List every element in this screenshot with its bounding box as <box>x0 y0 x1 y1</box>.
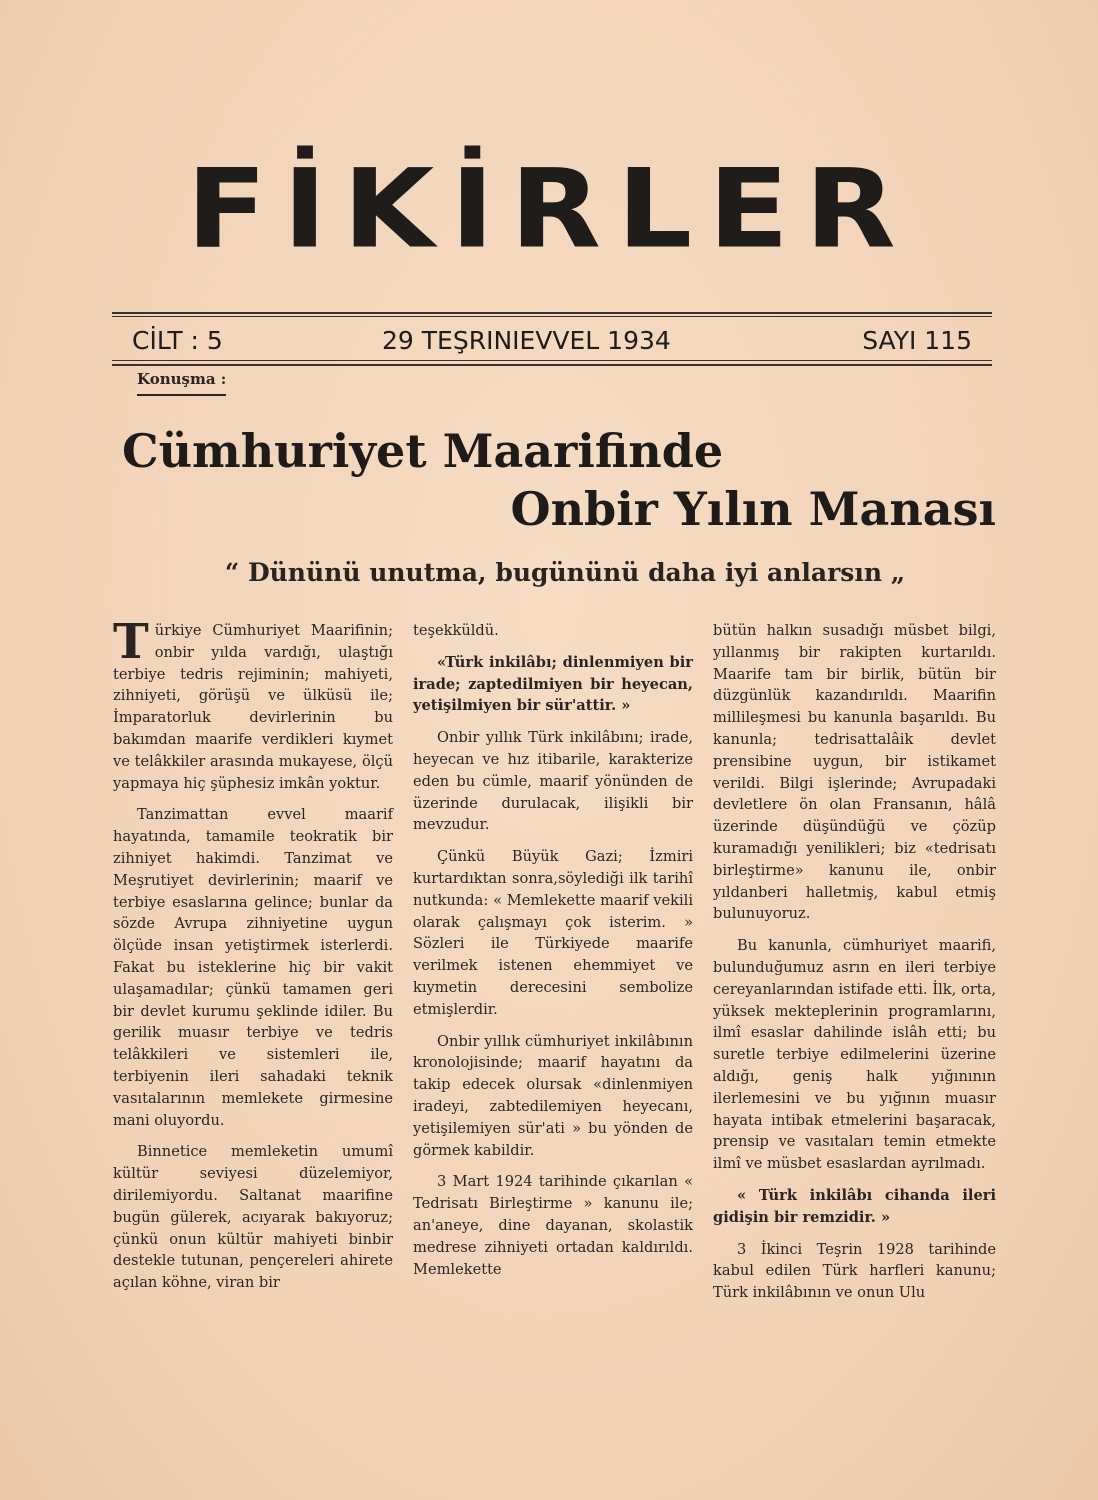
volume-label: CİLT : 5 <box>132 326 223 355</box>
article-column-2 <box>413 620 693 1290</box>
paragraph: Tanzimattan evvel maarif hayatında, tamamile teokratik bir zihniyet hakimdi. Tanzimat ve Meşrutiyet devirlerinin; maarif ve terbiye esaslarına gelince; bunlar da sözde Avrupa zihniyetine uygun ölçüde insan yetiştirmek isterlerdi. Fakat bu isteklerine hiç bir vakit ulaşamadılar; çünkü tamamen geri bir devlet kurumu şeklinde idiler. Bu gerilik muasır terbiye ve tedris telâkkileri ve sistemleri ile, terbiyenin ileri sahadaki teknik vasıtalarının memlekete girmesine mani oluyordu. <box>113 806 393 1129</box>
headline-line-1: Cümhuriyet Maarifinde <box>122 424 724 478</box>
headline-quote: “ Dününü unutma, bugününü daha iyi anlarsın „ <box>224 558 906 587</box>
paragraph: Onbir yıllık Türk inkilâbını; irade, heyecan ve hız itibarile, karakterize eden bu cümle, maarif yönünden de üzerinde durulacak, ilişikli bir mevzudur. <box>413 729 693 834</box>
bottom-rule-thin <box>112 360 992 361</box>
paragraph: Binnetice memleketin umumî kültür seviyesi düzelemiyor, dirilemiyordu. Saltanat maarifine bugün gülerek, acıyarak bakıyoruz; çünkü onun kültür mahiyeti binbir destekle tutunan, pençereleri ahirete açılan köhne, viran bir <box>113 1143 393 1292</box>
headline-line-2: Onbir Yılın Manası <box>510 482 996 536</box>
bottom-rule <box>112 364 992 366</box>
paragraph: 3 Mart 1924 tarihinde çıkarılan « Tedrisatı Birleştirme » kanunu ile; an'aneye, dine dayanan, skolastik medrese zihniyeti ortadan kaldırıldı. Memlekette <box>413 1173 693 1278</box>
top-rule-thin <box>112 316 992 317</box>
paragraph: Çünkü Büyük Gazi; İzmiri kurtardıktan sonra,söylediği ilk tarihî nutkunda: « Memlekette maarif vekili olarak çalışmayı çok isterim. » Sözleri ile Türkiyede maarife verilmek istenen ehemmiyet ve kıymetin derecesini sembolize etmişlerdir. <box>413 848 693 1018</box>
paragraph: « Türk inkilâbı cihanda ileri gidişin bir remzidir. » <box>713 1186 996 1226</box>
paragraph: «Türk inkilâbı; dinlenmiyen bir irade; zaptedilmiyen bir heyecan, yetişilmiyen bir sür'attir. » <box>413 653 693 715</box>
issue-date: 29 TEŞRINIEVVEL 1934 <box>382 326 671 355</box>
paragraph: bütün halkın susadığı müsbet bilgi, yıllanmış bir rakipten kurtarıldı. Maarife tam bir birlik, bütün bir düzgünlük kazandırıldı. Maarifin millileşmesi bu kanunla başarıldı. Bu kanunla; tedrisattalâik devlet prensibine uygun, bir istikamet verildi. Bilgi işlerinde; Avrupadaki devletlere ön olan Fransanın, hâlâ üzerinde düşündüğü ve çözüp kuramadığı yenilikleri; biz «tedrisatı birleştirme» kanunu ile, onbir yıldanberi halletmiş, kabul etmiş bulunuyoruz. <box>713 622 996 923</box>
paragraph: Türkiye Cümhuriyet Maarifinin; onbir yılda vardığı, ulaştığı terbiye tedris rejiminin; mahiyeti, zihniyeti, görüşü ve ülküsü ile; İmparatorluk devirlerinin bu bakımdan maarife verdikleri kıymet ve telâkkiler arasında mukayese, ölçü yapmaya hiç şüphesiz imkân yoktur. <box>113 614 393 792</box>
masthead-title: FİKİRLER <box>186 145 912 273</box>
paragraph: Onbir yıllık cümhuriyet inkilâbının kronolojisinde; maarif hayatını da takip edecek olursak «dinlenmiyen iradeyi, zabtedilemiyen heyecanı, yetişilemiyen sür'ati » bu yönden de görmek kabildir. <box>413 1032 693 1159</box>
paragraph: 3 İkinci Teşrin 1928 tarihinde kabul edilen Türk harfleri kanunu; Türk inkilâbının ve onun Ulu <box>713 1240 996 1302</box>
paragraph: teşekküldü. <box>413 622 499 639</box>
issue-number: SAYI 115 <box>862 326 972 355</box>
drop-cap: T <box>113 614 149 670</box>
top-rule <box>112 312 992 314</box>
article-column-1 <box>113 614 393 1304</box>
issue-info-bar <box>132 322 972 358</box>
section-label: Konuşma : <box>137 370 226 396</box>
article-column-3 <box>713 620 996 1314</box>
paragraph: Bu kanunla, cümhuriyet maarifi, bulunduğumuz asrın en ileri terbiye cereyanlarından istifade etti. İlk, orta, yüksek mekteplerinin programlarını, ilmî esaslar dahilinde islâh etti; bu suretle terbiye edilmelerini üzerine aldığı, geniş halk yığınının ilerlemesini ve bu yığının muasır hayata intibak etmelerini başaracak, prensip ve vasıtaları temin etmekte ilmî ve müsbet esaslardan ayrılmadı. <box>713 937 996 1173</box>
